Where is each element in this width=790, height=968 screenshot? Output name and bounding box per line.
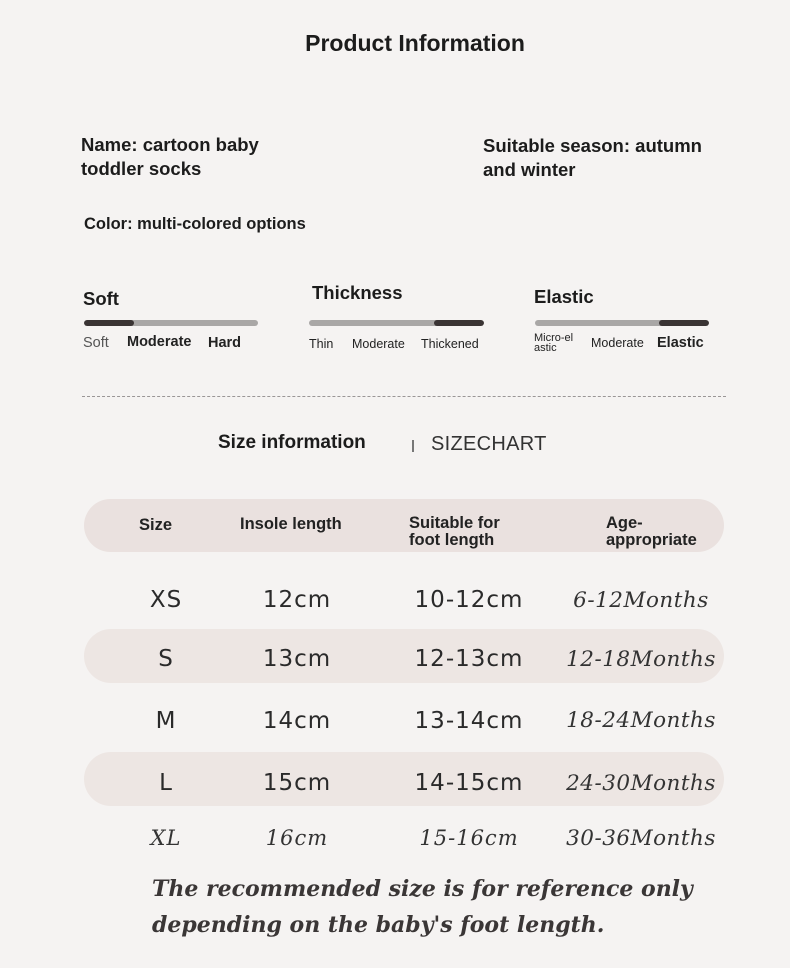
age-cell: 18-24Months [566, 708, 716, 733]
attribute-label: Micro-elastic [534, 332, 574, 354]
attribute-bar [309, 320, 484, 326]
foot-length-cell: 14-15cm [414, 770, 524, 796]
attribute-label: Soft [83, 335, 109, 351]
size-cell: L [159, 770, 173, 796]
table-header-cell: Suitable for foot length [409, 514, 500, 549]
heading-separator [412, 440, 414, 452]
attribute-title: Soft [83, 288, 119, 309]
insole-cell: 13cm [262, 646, 332, 672]
attribute-title: Elastic [534, 286, 594, 307]
foot-length-cell: 10-12cm [414, 587, 524, 613]
size-cell: XS [149, 587, 183, 613]
attribute-label: Hard [208, 335, 242, 351]
size-cell: M [155, 708, 177, 734]
page-title: Product Information [305, 30, 525, 56]
size-section-heading: Size information [218, 432, 366, 453]
attribute-label: Thickened [421, 337, 479, 351]
attribute-bar [84, 320, 258, 326]
insole-cell: 14cm [262, 708, 332, 734]
table-header-cell: Size [139, 516, 173, 534]
age-cell: 30-36Months [566, 826, 716, 851]
table-header [84, 499, 724, 552]
attribute-bar-fill [659, 320, 709, 326]
size-cell: S [158, 646, 174, 672]
attribute-bar [535, 320, 709, 326]
product-color: Color: multi-colored options [84, 215, 306, 233]
size-note-line2: depending on the baby's foot length. [152, 912, 605, 938]
attribute-label: Moderate [352, 337, 405, 351]
age-cell: 12-18Months [566, 647, 716, 672]
attribute-label: Moderate [591, 336, 644, 350]
insole-cell: 12cm [262, 587, 332, 613]
section-divider [82, 396, 726, 397]
foot-length-cell: 12-13cm [414, 646, 524, 672]
attribute-label: Moderate [127, 334, 192, 350]
attribute-label: Thin [309, 337, 334, 351]
attribute-title: Thickness [312, 282, 403, 303]
suitable-season: Suitable season: autumn and winter [483, 135, 702, 180]
age-cell: 6-12Months [573, 588, 709, 613]
table-header-cell: Age-appropriate [606, 514, 697, 549]
size-note-line1: The recommended size is for reference only [152, 876, 693, 902]
foot-length-cell: 13-14cm [414, 708, 524, 734]
attribute-bar-fill [434, 320, 484, 326]
table-header-cell: Insole length [240, 515, 342, 533]
age-cell: 24-30Months [566, 771, 716, 796]
attribute-label: Elastic [657, 335, 704, 351]
insole-cell: 15cm [262, 770, 332, 796]
size-cell: XL [150, 826, 182, 850]
insole-cell: 16cm [265, 826, 329, 850]
product-name: Name: cartoon baby toddler socks [81, 134, 259, 179]
foot-length-cell: 15-16cm [419, 826, 519, 850]
size-section-subheading: SIZECHART [431, 433, 547, 455]
attribute-bar-fill [84, 320, 134, 326]
